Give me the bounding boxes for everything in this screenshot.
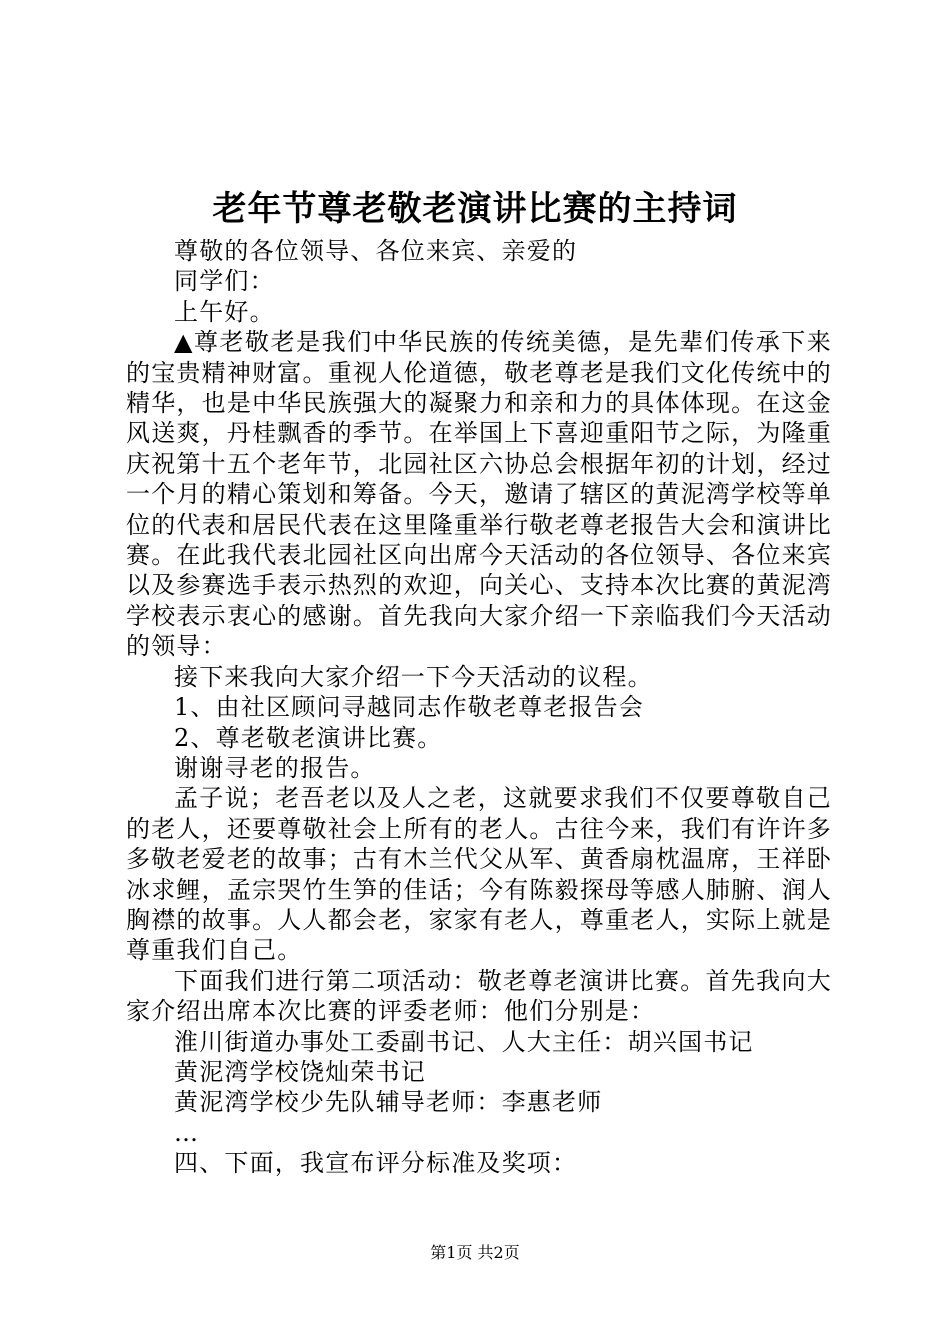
paragraph-agenda-item-2: 2、尊老敬老演讲比赛。 <box>174 723 443 752</box>
paragraph-agenda-item-1: 1、由社区顾问寻越同志作敬老尊老报告会 <box>174 693 645 722</box>
page-footer: 第1页 共2页 <box>430 1243 520 1262</box>
paragraph-greeting: 尊敬的各位领导、各位来宾、亲爱的 <box>174 237 578 265</box>
paragraph-second-activity: 下面我们进行第二项活动：敬老尊老演讲比赛。首先我向大家介绍出席本次比赛的评委老师：他们分别是： <box>126 966 832 1026</box>
paragraph-thanks: 谢谢寻老的报告。 <box>174 753 376 782</box>
paragraph-judge-1: 淮川街道办事处工委副书记、人大主任：胡兴国书记 <box>174 1027 754 1056</box>
paragraph-judge-2: 黄泥湾学校饶灿荣书记 <box>174 1057 426 1086</box>
paragraph-mencius: 孟子说；老吾老以及人之老，这就要求我们不仅要尊敬自己的老人，还要尊敬社会上所有的老人。古往今来，我们有许许多多敬老爱老的故事；古有木兰代父从军、黄香扇枕温席，王祥卧冰求鲤，孟宗哭竹生笋的佳话；今有陈毅探母等感人肺腑、润人胸襟的故事。人人都会老，家家有老人，尊重老人，实际上就是尊重我们自己。 <box>126 784 832 965</box>
paragraph-greeting-students: 同学们： <box>174 267 275 296</box>
paragraph-opening: ▲尊老敬老是我们中华民族的传统美德，是先辈们传承下来的宝贵精神财富。重视人伦道德，敬老尊老是我们文化传统中的精华，也是中华民族强大的凝聚力和亲和力的具体体现。在这金风送爽，丹桂飘香的季节。在举国上下喜迎重阳节之际，为隆重庆祝第十五个老年节，北园社区六协总会根据年初的计划，经过一个月的精心策划和筹备。今天，邀请了辖区的黄泥湾学校等单位的代表和居民代表在这里隆重举行敬老尊老报告大会和演讲比赛。在此我代表北园社区向出席今天活动的各位领导、各位来宾以及参赛选手表示热烈的欢迎，向关心、支持本次比赛的黄泥湾学校表示衷心的感谢。首先我向大家介绍一下亲临我们今天活动的领导： <box>126 328 832 661</box>
paragraph-good-morning: 上午好。 <box>174 297 275 326</box>
document-title: 老年节尊老敬老演讲比赛的主持词 <box>212 189 738 229</box>
document-body <box>126 236 832 1179</box>
paragraph-scoring: 四、下面，我宣布评分标准及奖项： <box>174 1149 578 1178</box>
paragraph-agenda-intro: 接下来我向大家介绍一下今天活动的议程。 <box>174 662 653 691</box>
paragraph-ellipsis: … <box>174 1118 200 1147</box>
paragraph-judge-3: 黄泥湾学校少先队辅导老师：李惠老师 <box>174 1088 603 1117</box>
